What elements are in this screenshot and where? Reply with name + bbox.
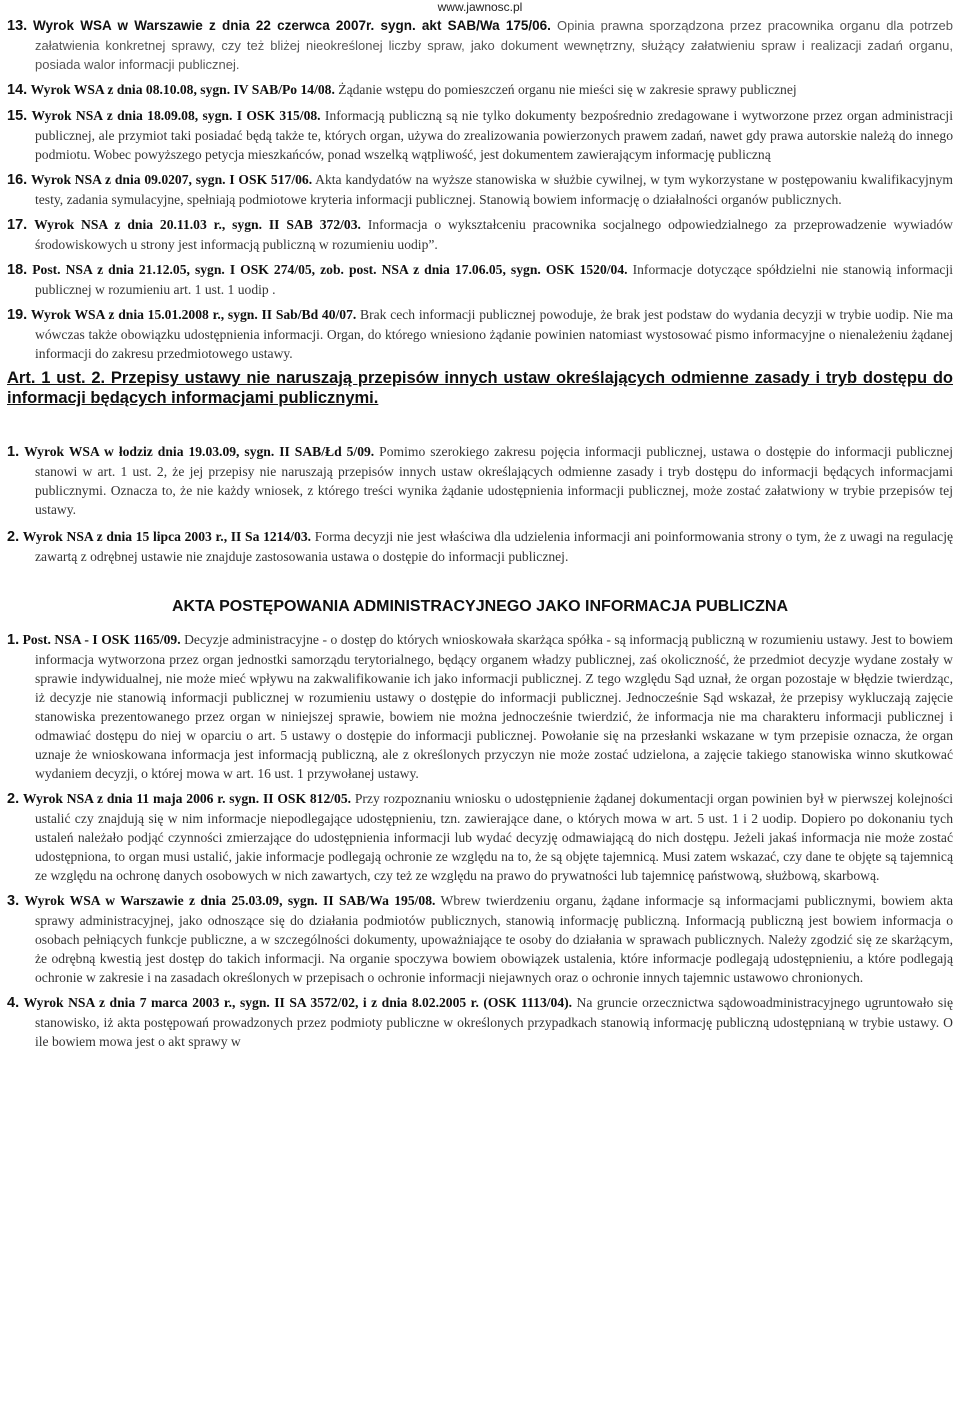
ruling-summary: Na gruncie orzecznictwa sądowoadministracyjnego ugruntowało się stanowisko, iż akta postępowań prowadzonych przez podmioty publiczne w określonych przypadkach stanowią informację publiczną udostępnianą w trybie ustawy. O ile bowiem mowa jest o akt sprawy w	[35, 995, 953, 1049]
ruling-reference: Wyrok WSA z dnia 15.01.2008 r., sygn. II Sab/Bd 40/07.	[30, 307, 357, 322]
section-title: AKTA POSTĘPOWANIA ADMINISTRACYJNEGO JAKO INFORMACJA PUBLICZNA	[171, 598, 788, 615]
list-item	[7, 527, 953, 566]
ruling-summary: Informacje dotyczące spółdzielni nie stanowią informacji publicznej w rozumieniu art. 1 ust. 1 uodip .	[35, 262, 953, 297]
ruling-summary: Pomimo szerokiego zakresu pojęcia informacji publicznej, ustawa o dostępie do informacji publicznej stanowi w art. 1 ust. 2, że jej przepisy nie naruszają przepisów innych ustaw określających odmienne zasady i tryb dostępu do informacji będących informacjami publicznymi. Oznacza to, że nie każdy wniosek, z którego treści wynika żądanie udostępnienia informacji publicznej, może zostać załatwiony w trybie przepisów tej ustawy.	[35, 444, 953, 517]
ruling-reference: Wyrok WSA w łodziz dnia 19.03.09, sygn. II SAB/Łd 5/09.	[24, 444, 375, 459]
item-number: 18.	[7, 262, 28, 278]
item-number: 16.	[7, 172, 28, 188]
item-number: 13.	[7, 18, 28, 34]
list-item	[7, 891, 953, 987]
ruling-summary: Żądanie wstępu do pomieszczeń organu nie mieści się w zakresie sprawy publicznej	[334, 82, 797, 97]
item-number: 14.	[7, 82, 28, 98]
ruling-reference: Wyrok NSA z dnia 18.09.08, sygn. I OSK 315/08.	[31, 108, 321, 123]
list-item	[7, 260, 953, 299]
list-item	[7, 789, 953, 885]
item-number: 2.	[7, 791, 20, 807]
ruling-reference: Wyrok NSA z dnia 15 lipca 2003 r., II Sa 1214/03.	[22, 529, 312, 544]
ruling-reference: Wyrok NSA z dnia 09.0207, sygn. I OSK 517/06.	[30, 172, 313, 187]
item-number: 1.	[7, 444, 20, 460]
ruling-reference: Post. NSA - I OSK 1165/09.	[22, 632, 181, 647]
item-number: 17.	[7, 217, 28, 233]
ruling-summary: Wbrew twierdzeniu organu, żądane informacje są informacjami publicznymi, bowiem akta sprawy administracyjnej, jako odnoszące się do działania podmiotów publicznych, stanowią informację publiczną. Informacją publiczną jest bowiem informacja o osobach pełniących funkcje publiczne, a w szczególności dokumenty, upoważniające te osoby do działania w sprawach publicznych. Należy zgodzić się ze skarżącym, że odrębną kwestią jest dostęp do takich informacji. Na organie spoczywa bowiem obowiązek ustalenia, które informacje podlegają udostępnieniu, a które podlegają ochronie w zakresie i na zasadach określonych w przepisach o ochronie informacji niejawnych oraz o ochronie innych tajemnic ustawowo chronionych.	[35, 893, 953, 985]
ruling-summary: Informacja o wykształceniu pracownika socjalnego odpowiedzialnego za przeprowadzenie wywiadów środowiskowych u strony jest informacją publiczną w rozumieniu uodip”.	[35, 217, 953, 252]
item-number: 1.	[7, 632, 20, 648]
list-item	[7, 16, 953, 74]
item-number: 19.	[7, 307, 28, 323]
list-item	[7, 993, 953, 1051]
ruling-reference: Wyrok WSA w Warszawie z dnia 25.03.09, sygn. II SAB/Wa 195/08.	[24, 893, 436, 908]
ruling-reference: Post. NSA z dnia 21.12.05, sygn. I OSK 274/05, zob. post. NSA z dnia 17.06.05, sygn. OSK 1520/04.	[32, 262, 628, 277]
ruling-summary: Decyzje administracyjne - o dostęp do których wnioskowała skarżąca spółka - są informacją publiczną w rozumieniu ustawy. Jest to bowiem informacja wytworzona przez organ jednostki samorządu terytorialnego, będący organem władzy publicznej, zaś okoliczność, że przedmiot decyzje wydane zostały w sprawie indywidualnej, nie może mieć wpływu na zakwalifikowanie ich jako informacji publicznej. Z tego względu Sąd uznał, że organ pozostaje w błędzie twierdząc, iż decyzje nie stanowią informacji publicznej w rozumieniu ustawy o dostępie do informacji publicznej. Jednocześnie Sąd wskazał, że przepisy wykluczają zajęcie stanowiska prezentowanego przez organ w niniejszej sprawie, bowiem nie można jednocześnie twierdzić, że informacja nie ma charakteru informacji publicznej i odmawiać dostępu do niej w oparciu o art. 5 ustawy o dostępie do informacji publicznej. Powołanie się na przesłanki wskazane w tym przepisie oznacza, że organ uznaje że wnioskowana informacja jest informacją publiczną, ale z określonych przyczyn nie może zostać udzielona, a zajęcie takiego stanowiska winno skutkować wydaniem decyzji, o której mowa w art. 16 ust. 1 przywołanej ustawy.	[35, 632, 953, 781]
item-number: 15.	[7, 108, 28, 124]
list-item	[7, 305, 953, 363]
list-item	[7, 106, 953, 164]
article-heading: Art. 1 ust. 2. Przepisy ustawy nie naruszają przepisów innych ustaw określających odmienne zasady i tryb dostępu do informacji będących informacjami publicznymi.	[7, 369, 953, 407]
ruling-reference: Wyrok WSA z dnia 08.10.08, sygn. IV SAB/Po 14/08.	[30, 82, 335, 97]
ruling-summary: Akta kandydatów na wyższe stanowiska w służbie cywilnej, w tym wykorzystane w postępowaniu kwalifikacyjnym testy, zadania symulacyjne, spełniają podmiotowe kryteria informacji publicznej. Stanowią bowiem informację o działalności organów publicznych.	[35, 172, 953, 207]
list-item	[7, 80, 953, 100]
list-item	[7, 630, 953, 783]
document-body	[7, 16, 953, 1051]
ruling-reference: Wyrok NSA z dnia 11 maja 2006 r. sygn. II OSK 812/05.	[22, 791, 352, 806]
ruling-reference: Wyrok NSA z dnia 20.11.03 r., sygn. II SAB 372/03.	[34, 217, 361, 232]
ruling-summary: Brak cech informacji publicznej powoduje, że brak jest podstaw do wydania decyzji w trybie uodip. Nie ma wówczas także obowiązku udostępnienia informacji. Organ, do którego wniesiono żądanie powinien natomiast wystosować pismo informacyjne o nienależeniu żądanej informacji do zakresu przedmiotowego ustawy.	[35, 307, 953, 361]
list-item	[7, 442, 953, 519]
list-item	[7, 215, 953, 254]
item-number: 2.	[7, 529, 20, 545]
ruling-reference: Wyrok NSA z dnia 7 marca 2003 r., sygn. II SA 3572/02, i z dnia 8.02.2005 r. (OSK 1113/04).	[23, 995, 573, 1010]
site-url-header: www.jawnosc.pl	[437, 0, 523, 14]
item-number: 4.	[7, 995, 20, 1011]
ruling-summary: Informacją publiczną są nie tylko dokumenty bezpośrednio zredagowane i wytworzone przez organ administracji publicznej, ale przymiot taki posiadać będą także te, których organ, używa do zrealizowania powierzonych prawem zadań, nawet gdy prawa autorskie należą do innego podmiotu. Wobec powyższego petycja mieszkańców, ponad wszelką wątpliwość, jest dokumentem zawierającym informację publiczną	[35, 108, 953, 162]
ruling-summary: Przy rozpoznaniu wniosku o udostępnienie żądanej dokumentacji organ powinien był w pierwszej kolejności ustalić czy znajdują się w nim informacje niepodlegające udostępnieniu, tzn. zawierające dane, o których mowa w art. 5 ust. 1 i 2 uodip. Dopiero po dokonaniu tych ustaleń należało podjąć czynności zmierzające do udostępnienia informacji lub wydać decyzję odmawiającą do nich dostępu. Jeżeli jakaś informacja nie może zostać udostępniona, to organ musi ustalić, jakie informacje podlegają ochronie ze względu na to, że są objęte tajemnicą. Musi zatem wskazać, czy dane te objęte są tajemnicą ze względu na ochronę danych osobowych w nich zawartych, czy też ze względu na prawo do prywatności lub tajemnicę państwową, służbową, skarbową.	[35, 791, 953, 883]
ruling-summary: Opinia prawna sporządzona przez pracownika organu dla potrzeb załatwienia konkretnej sprawy, czy też bliżej nieokreślonej liczby spraw, jako dokument wewnętrzny, służący załatwieniu spraw i realizacji zadań organu, posiada walor informacji publicznej.	[35, 18, 953, 72]
ruling-summary: Forma decyzji nie jest właściwa dla udzielenia informacji ani poinformowania strony o tym, że z uwagi na regulację zawartą z odrębnej ustawie nie znajduje zastosowania ustawa o dostępie do informacji publicznej.	[35, 529, 954, 564]
list-item	[7, 170, 953, 209]
ruling-reference: Wyrok WSA w Warszawie z dnia 22 czerwca 2007r. sygn. akt SAB/Wa 175/06.	[33, 18, 551, 33]
item-number: 3.	[7, 893, 20, 909]
